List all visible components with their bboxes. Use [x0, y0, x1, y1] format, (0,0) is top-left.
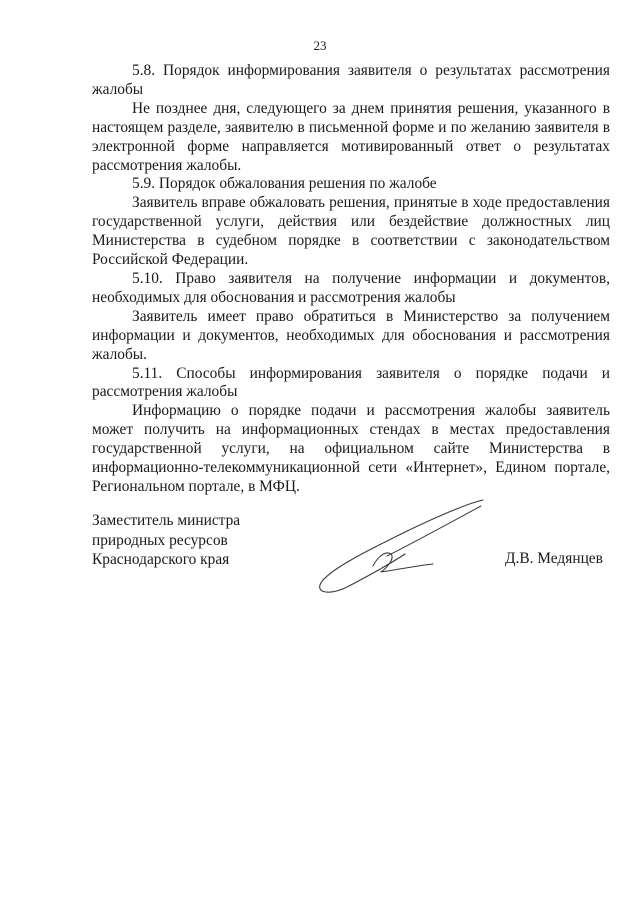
signatory-position-line: природных ресурсов: [92, 531, 228, 549]
section-text-5-8: Не позднее дня, следующего за днем принятия решения, указанного в настоящем разделе, заявителю в письменной форме и по желанию заявителя в электронной форме направляется мотивированный ответ о результатах рассмотрения жалобы.: [92, 99, 610, 174]
handwritten-signature: [305, 492, 490, 602]
signature-stroke: [320, 500, 483, 592]
section-text-5-11: Информацию о порядке подачи и рассмотрения жалобы заявитель может получить на информационных стендах в местах предоставления государственной услуги, на официальном сайте Министерства в информационно-телекоммуникационной сети «Интернет», Едином портале, Региональном портале, в МФЦ.: [92, 402, 610, 495]
section-heading-5-10: 5.10. Право заявителя на получение информации и документов, необходимых для обоснования и рассмотрения жалобы: [92, 269, 610, 306]
section-heading-5-8: 5.8. Порядок информирования заявителя о результатах рассмотрения жалобы: [92, 62, 610, 98]
signatory-position: [92, 511, 292, 570]
signatory-position-line: Краснодарского края: [92, 551, 230, 569]
section-text-5-9: Заявитель вправе обжаловать решения, принятые в ходе предоставления государственной услуги, действия или бездействие должностных лиц Министерства в судебном порядке в соответствии с законодательством Российской Федерации.: [92, 194, 610, 269]
page-number: 23: [313, 38, 327, 53]
document-body: [92, 62, 610, 497]
section-heading-5-9: 5.9. Порядок обжалования решения по жалобе: [132, 175, 437, 193]
section-heading-5-11: 5.11. Способы информирования заявителя о порядке подачи и рассмотрения жалобы: [92, 364, 610, 401]
signer-name: Д.В. Медянцев: [505, 550, 603, 567]
signature-stroke: [387, 506, 481, 556]
section-text-5-10: Заявитель имеет право обратиться в Министерство за получением информации и документов, необходимых для обоснования и рассмотрения жалобы.: [92, 307, 610, 363]
signatory-position-line: Заместитель министра: [92, 512, 241, 529]
